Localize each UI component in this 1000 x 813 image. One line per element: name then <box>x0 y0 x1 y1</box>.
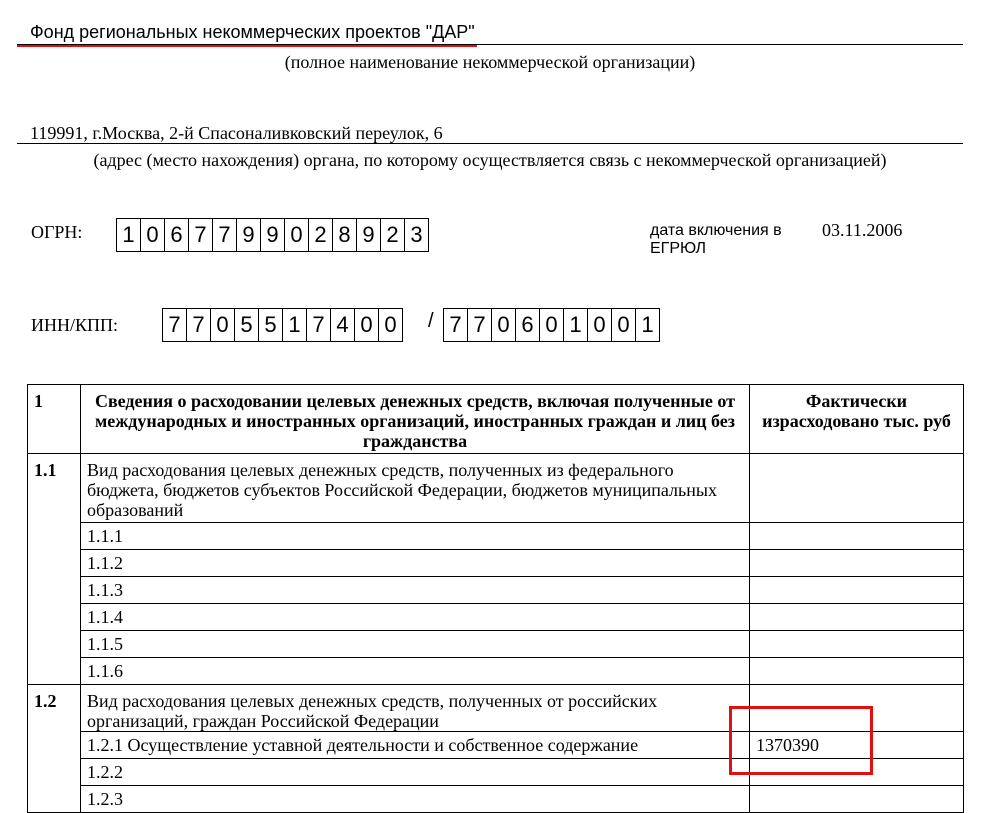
section-description: Вид расходования целевых денежных средств, полученных от российских организаций, граждан Российской Федерации <box>81 685 750 732</box>
row-amount <box>750 631 964 658</box>
ogrn-digit: 7 <box>188 218 213 252</box>
table-row <box>28 523 964 550</box>
row-label: 1.2.1 Осуществление уставной деятельности и собственное содержание <box>81 732 750 759</box>
header-num: 1 <box>28 385 81 454</box>
inn-digit: 0 <box>378 308 403 342</box>
row-label: 1.1.5 <box>81 631 750 658</box>
kpp-cells <box>443 308 659 342</box>
kpp-digit: 0 <box>491 308 516 342</box>
ogrn-digit: 9 <box>356 218 381 252</box>
inn-digit: 5 <box>258 308 283 342</box>
inn-cells <box>162 308 402 342</box>
kpp-digit: 7 <box>443 308 468 342</box>
kpp-digit: 0 <box>611 308 636 342</box>
inn-digit: 7 <box>162 308 187 342</box>
section-amount <box>750 454 964 523</box>
row-label: 1.2.2 <box>81 759 750 786</box>
inn-kpp-separator: / <box>428 310 434 332</box>
ogrn-digit: 8 <box>332 218 357 252</box>
inn-digit: 7 <box>306 308 331 342</box>
amount-highlight-box <box>729 706 873 775</box>
org-name-caption: (полное наименование некоммерческой организации) <box>284 52 696 72</box>
kpp-digit: 0 <box>587 308 612 342</box>
ogrn-digit: 2 <box>380 218 405 252</box>
row-label: 1.1.3 <box>81 577 750 604</box>
inn-digit: 0 <box>210 308 235 342</box>
ogrn-cells <box>116 218 428 252</box>
row-amount <box>750 786 964 813</box>
org-name: Фонд региональных некоммерческих проектов "ДАР" <box>30 22 475 42</box>
row-amount <box>750 658 964 685</box>
row-amount <box>750 604 964 631</box>
egrul-date: 03.11.2006 <box>822 220 903 240</box>
header-description: Сведения о расходовании целевых денежных средств, включая полученные от международных и иностранных организаций, иностранных граждан и лиц без гражданства <box>81 385 750 454</box>
egrul-date-label-line1: дата включения в <box>650 222 782 239</box>
kpp-digit: 0 <box>539 308 564 342</box>
egrul-date-label <box>650 222 782 258</box>
inn-kpp-label: ИНН/КПП: <box>31 315 119 335</box>
org-name-line <box>17 44 963 45</box>
section-description: Вид расходования целевых денежных средств, полученных из федерального бюджета, бюджетов субъектов Российской Федерации, бюджетов муниципальных образований <box>81 454 750 523</box>
inn-digit: 7 <box>186 308 211 342</box>
table-row <box>28 786 964 813</box>
row-label: 1.1.1 <box>81 523 750 550</box>
section-num: 1.2 <box>28 685 81 813</box>
ogrn-digit: 9 <box>236 218 261 252</box>
header-amount: Фактически израсходовано тыс. руб <box>750 385 964 454</box>
section-num: 1.1 <box>28 454 81 685</box>
org-address-caption: (адрес (место нахождения) органа, по которому осуществляется связь с некоммерческой организацией) <box>93 150 887 170</box>
ogrn-digit: 0 <box>284 218 309 252</box>
kpp-digit: 1 <box>563 308 588 342</box>
inn-digit: 4 <box>330 308 355 342</box>
kpp-digit: 6 <box>515 308 540 342</box>
ogrn-digit: 9 <box>260 218 285 252</box>
inn-digit: 5 <box>234 308 259 342</box>
section-row <box>28 454 964 523</box>
row-label: 1.2.3 <box>81 786 750 813</box>
table-header-row <box>28 385 964 454</box>
ogrn-digit: 7 <box>212 218 237 252</box>
ogrn-digit: 0 <box>140 218 165 252</box>
egrul-date-label-line2: ЕГРЮЛ <box>650 240 706 257</box>
table-row <box>28 604 964 631</box>
inn-digit: 0 <box>354 308 379 342</box>
kpp-digit: 7 <box>467 308 492 342</box>
ogrn-digit: 1 <box>116 218 141 252</box>
inn-digit: 1 <box>282 308 307 342</box>
table-row <box>28 631 964 658</box>
row-amount <box>750 577 964 604</box>
ogrn-digit: 6 <box>164 218 189 252</box>
table-row <box>28 577 964 604</box>
kpp-digit: 1 <box>635 308 660 342</box>
row-amount <box>750 523 964 550</box>
row-label: 1.1.2 <box>81 550 750 577</box>
ogrn-label: ОГРН: <box>31 222 83 242</box>
row-amount <box>750 550 964 577</box>
row-label: 1.1.4 <box>81 604 750 631</box>
org-address: 119991, г.Москва, 2-й Спасоналивковский переулок, 6 <box>30 123 443 143</box>
ogrn-digit: 3 <box>404 218 429 252</box>
table-row <box>28 550 964 577</box>
ogrn-digit: 2 <box>308 218 333 252</box>
table-row <box>28 658 964 685</box>
row-label: 1.1.6 <box>81 658 750 685</box>
row-amount: 1370390 <box>750 732 964 759</box>
org-address-line <box>17 143 963 144</box>
